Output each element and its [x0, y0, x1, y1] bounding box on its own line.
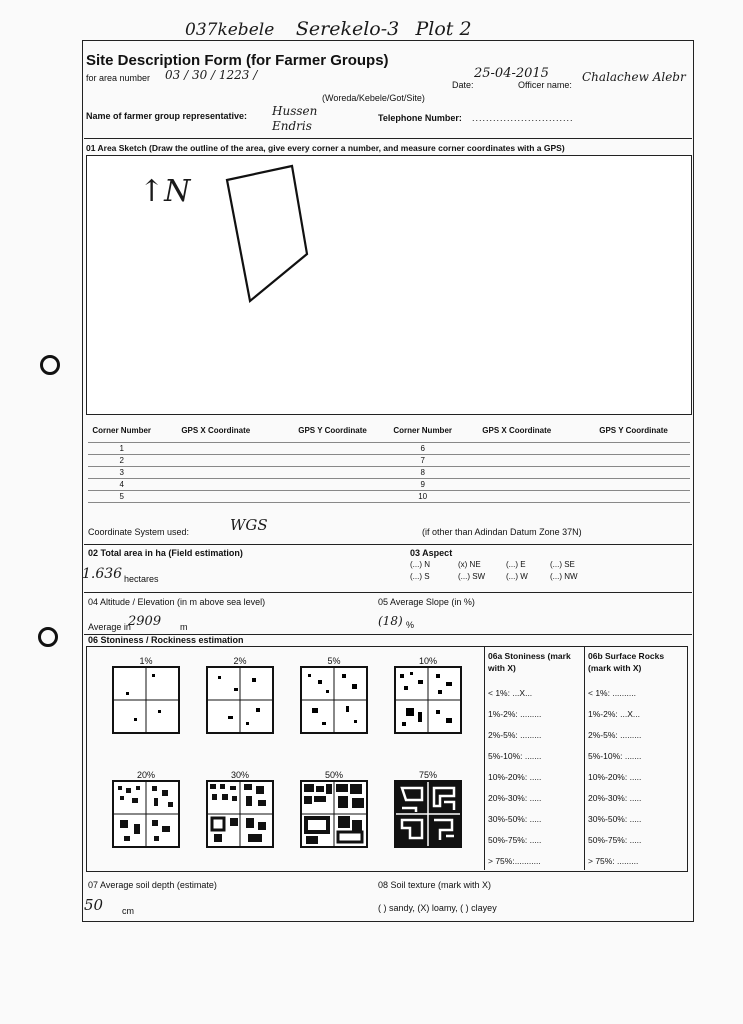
slope-unit: % [406, 620, 415, 630]
stoniness-a-item: > 75%:........... [488, 856, 541, 866]
aspect-nw: (...) NW [550, 572, 578, 581]
divider [84, 592, 692, 593]
stoniness-a-item: 30%-50%: ..... [488, 814, 542, 824]
aspect-label: 03 Aspect [410, 548, 453, 558]
north-mark: ↑N [139, 174, 191, 209]
total-area-unit: hectares [124, 574, 159, 584]
officer-label: Officer name: [518, 80, 572, 90]
soil-texture-label: 08 Soil texture (mark with X) [378, 880, 492, 890]
header-x-left: GPS X Coordinate [155, 418, 276, 443]
stoniness-a-item: 2%-5%: ......... [488, 730, 542, 740]
date-value: 25-04-2015 [474, 66, 549, 81]
note-site: Serekelo-3 [295, 18, 400, 40]
stoniness-a-list [488, 688, 583, 877]
aspect-w: (...) W [506, 572, 528, 581]
coordinate-table [88, 418, 690, 503]
note-kebele: 037kebele [185, 20, 275, 40]
stoniness-b-item: 2%-5%: ......... [588, 730, 642, 740]
stoniness-col-divider-2 [584, 646, 585, 870]
square-20pct: 20% [112, 770, 180, 853]
coord-system-hint: (if other than Adindan Datum Zone 37N) [422, 527, 582, 537]
date-label: Date: [452, 80, 474, 90]
coord-system-label: Coordinate System used: [88, 527, 190, 537]
soil-depth-value: 50 [84, 896, 104, 914]
square-30pct: 30% [206, 770, 274, 853]
table-row: 3 8 [88, 467, 690, 479]
stoniness-b-item: 30%-50%: ..... [588, 814, 642, 824]
area-number-value: 03 / 30 / 1223 / [165, 68, 258, 82]
header-corner-left: Corner Number [88, 418, 155, 443]
aspect-se: (...) SE [550, 560, 575, 569]
table-row: 1 6 [88, 443, 690, 455]
stoniness-b-list [588, 688, 684, 877]
aspect-ne: (x) NE [458, 560, 481, 569]
stoniness-a-item: < 1%: ...X... [488, 688, 533, 698]
officer-value: Chalachew Alebr [582, 70, 686, 84]
square-10pct: 10% [394, 656, 462, 739]
header-y-right: GPS Y Coordinate [577, 418, 690, 443]
stoniness-a-item: 5%-10%: ....... [488, 751, 542, 761]
plot-outline [87, 156, 691, 414]
aspect-s: (...) S [410, 572, 430, 581]
stoniness-b-item: 10%-20%: ..... [588, 772, 642, 782]
altitude-prefix: Average in [88, 622, 131, 632]
slope-label: 05 Average Slope (in %) [378, 597, 475, 607]
sketch-area [86, 155, 692, 415]
square-row-top [112, 656, 482, 739]
stoniness-a-title: 06a Stoniness (mark with X) [488, 651, 571, 673]
table-row: 4 9 [88, 479, 690, 491]
coord-system-value: WGS [230, 516, 268, 534]
table-row: 5 10 [88, 491, 690, 503]
stoniness-b-item: 20%-30%: ..... [588, 793, 642, 803]
telephone-label: Telephone Number: [378, 113, 462, 123]
form-title: Site Description Form (for Farmer Groups) [86, 52, 389, 69]
stoniness-b-item: > 75%: ......... [588, 856, 639, 866]
square-50pct: 50% [300, 770, 368, 853]
stoniness-a-item: 20%-30%: ..... [488, 793, 542, 803]
divider [84, 544, 692, 545]
header-y-left: GPS Y Coordinate [276, 418, 389, 443]
square-5pct: 5% [300, 656, 368, 739]
soil-texture-value: ( ) sandy, (X) loamy, ( ) clayey [378, 903, 497, 913]
stoniness-a-item: 10%-20%: ..... [488, 772, 542, 782]
square-2pct: 2% [206, 656, 274, 739]
divider [84, 138, 692, 139]
square-1pct: 1% [112, 656, 180, 739]
sketch-label: 01 Area Sketch (Draw the outline of the area, give every corner a number, and measure corner coordinates with a GPS) [86, 143, 565, 153]
slope-value: (18) [378, 614, 403, 628]
aspect-e: (...) E [506, 560, 526, 569]
stoniness-b-item: 1%-2%: ...X... [588, 709, 640, 719]
stoniness-col-divider [484, 646, 485, 870]
soil-depth-label: 07 Average soil depth (estimate) [88, 880, 217, 890]
altitude-unit: m [180, 622, 188, 632]
punch-hole-bottom [38, 627, 58, 647]
table-row: 2 7 [88, 455, 690, 467]
stoniness-a-item: 1%-2%: ......... [488, 709, 542, 719]
note-plot: Plot 2 [415, 18, 472, 40]
top-note [185, 18, 545, 40]
square-row-bottom [112, 770, 482, 853]
area-number-label: for area number [86, 73, 151, 83]
header-corner-right: Corner Number [389, 418, 456, 443]
altitude-label: 04 Altitude / Elevation (in m above sea level) [88, 597, 266, 607]
telephone-dots: ............................. [472, 113, 574, 123]
punch-hole-top [40, 355, 60, 375]
aspect-options [410, 560, 610, 581]
stoniness-b-item: 5%-10%: ....... [588, 751, 642, 761]
header-x-right: GPS X Coordinate [456, 418, 577, 443]
aspect-sw: (...) SW [458, 572, 486, 581]
rep-value: Hussen Endris [272, 104, 318, 133]
total-area-value: 1.636 [82, 566, 123, 582]
aspect-n: (...) N [410, 560, 430, 569]
altitude-value: 2909 [128, 614, 162, 629]
coord-header-row [88, 418, 690, 443]
stoniness-b-item: 50%-75%: ..... [588, 835, 642, 845]
stoniness-b-title: 06b Surface Rocks (mark with X) [588, 651, 665, 673]
area-number-hint: (Woreda/Kebele/Got/Site) [322, 93, 425, 103]
soil-depth-unit: cm [122, 906, 134, 916]
square-75pct: 75% [394, 770, 462, 853]
stoniness-b-item: < 1%: .......... [588, 688, 636, 698]
stoniness-a-item: 50%-75%: ..... [488, 835, 542, 845]
total-area-label: 02 Total area in ha (Field estimation) [88, 548, 243, 558]
stoniness-label: 06 Stoniness / Rockiness estimation [88, 635, 244, 645]
rep-label: Name of farmer group representative: [86, 111, 248, 121]
